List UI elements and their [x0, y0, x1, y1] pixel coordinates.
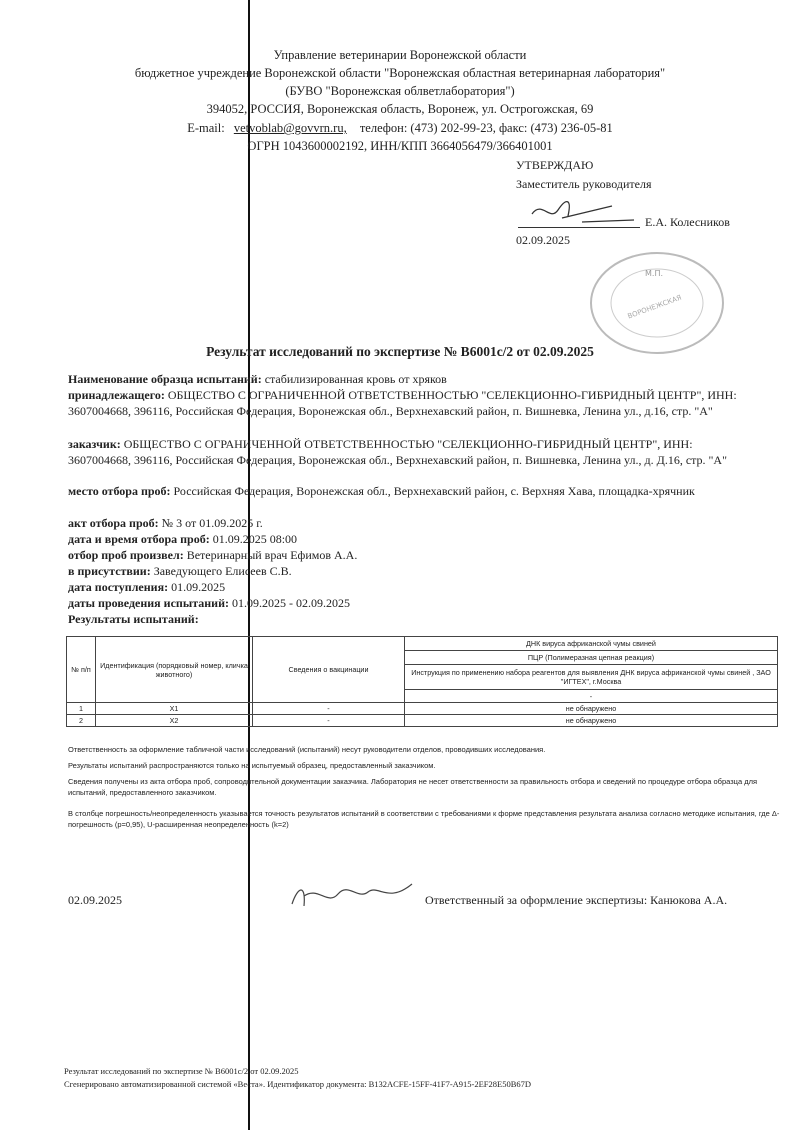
place-label: место отбора проб:: [68, 484, 171, 498]
header-line6: ОГРН 1043600002192, ИНН/КПП 3664056479/366401001: [247, 139, 553, 153]
note-scope: Результаты испытаний распространяются только на испытуемый образец, предоставленный заказчиком.: [68, 761, 436, 770]
header-line2: бюджетное учреждение Воронежской области "Воронежская областная ветеринарная лаборатория": [134, 66, 666, 80]
approval-role: Заместитель руководителя: [516, 177, 652, 191]
table-row: [67, 703, 778, 715]
responsible-signature: [288, 876, 418, 916]
note-source: Сведения получены из акта отбора проб, сопроводительной документации заказчика. Лаборатория не несет ответственности за правильность отбора и сведений по процедуре отбора образца для испытаний, предоставленного заказчиком.: [68, 777, 758, 797]
approval-name: Е.А. Колесников: [645, 215, 730, 229]
field-received: [68, 580, 225, 595]
testdates-value: 01.09.2025 - 02.09.2025: [231, 596, 350, 610]
col-vacc-header: Сведения о вакцинации: [253, 637, 405, 703]
svg-text:ВОРОНЕЖСКАЯ: ВОРОНЕЖСКАЯ: [626, 293, 683, 321]
field-owner: [68, 388, 758, 419]
document-title: Результат исследований по экспертизе № В6001с/2 от 02.09.2025: [206, 344, 594, 359]
row-id: X2: [96, 715, 253, 727]
row-id: X1: [96, 703, 253, 715]
responsible-person: Ответственный за оформление экспертизы: Канюкова А.А.: [425, 893, 728, 907]
sampler-label: отбор проб произвел:: [68, 548, 184, 562]
sample-value: стабилизированная кровь от хряков: [264, 372, 447, 386]
field-sampler: [68, 548, 357, 563]
official-stamp: [585, 248, 730, 358]
note-responsibility: Ответственность за оформление табличной части исследований (испытаний) несут руководители отделов, проводивших исследования.: [68, 745, 546, 754]
presence-label: в присутствии:: [68, 564, 151, 578]
row-num: 1: [67, 703, 96, 715]
field-results: [68, 612, 199, 627]
header-contacts: [0, 121, 800, 136]
approval-title: УТВЕРЖДАЮ: [516, 158, 594, 172]
signature-underline: [518, 227, 640, 228]
approval-signature: [522, 192, 642, 232]
owner-label: принадлежащего:: [68, 388, 165, 402]
datetime-value: 01.09.2025 08:00: [212, 532, 298, 546]
sample-label: Наименование образца испытаний:: [68, 372, 262, 386]
col-result-h4: -: [405, 690, 778, 703]
received-value: 01.09.2025: [171, 580, 226, 594]
col-num-header: № п/п: [67, 637, 96, 703]
owner-value: ОБЩЕСТВО С ОГРАНИЧЕННОЙ ОТВЕТСТВЕННОСТЬЮ "СЕЛЕКЦИОННО-ГИБРИДНЫЙ ЦЕНТР", ИНН: 3607004668, 396116, Российская Федерация, Воронежская обл., Верхнехавский район, п. Вишневка, Ленина ул., д.16, стр. "А": [68, 388, 737, 418]
row-num: 2: [67, 715, 96, 727]
header-line4: 394052, РОССИЯ, Воронежская область, Воронеж, ул. Острогожская, 69: [206, 102, 594, 116]
received-label: дата поступления:: [68, 580, 169, 594]
field-sample: [68, 372, 758, 388]
header-line1: Управление ветеринарии Воронежской области: [273, 48, 527, 62]
approval-date: 02.09.2025: [516, 233, 570, 247]
footer-line2: Сгенерировано автоматизированной системой «Веста». Идентификатор документа: B132ACFE-15FF-41F7-A915-2EF28E50B67D: [64, 1079, 532, 1089]
header-line3: (БУВО "Воронежская облветлаборатория"): [285, 84, 515, 98]
results-label: Результаты испытаний:: [68, 612, 199, 626]
row-result: не обнаружено: [405, 703, 778, 715]
datetime-label: дата и время отбора проб:: [68, 532, 210, 546]
field-presence: [68, 564, 292, 579]
row-vacc: -: [253, 703, 405, 715]
email-label: E-mail:: [187, 121, 225, 135]
customer-label: заказчик:: [68, 437, 121, 451]
email-link[interactable]: vetvoblab@govvrn.ru,: [233, 121, 347, 135]
row-result: не обнаружено: [405, 715, 778, 727]
act-label: акт отбора проб:: [68, 516, 159, 530]
field-act: [68, 516, 263, 531]
field-place: [68, 484, 758, 500]
note-uncertainty: В столбце погрешность/неопределенность указывается точность результатов испытаний в соответствии с требованиями к форме представления результата анализа согласно методике испытания, где Δ-погрешность (р=0,95), U-расширенная неопределенность (k=2): [68, 809, 780, 829]
col-id-header: Идентификация (порядковый номер, кличка животного): [96, 637, 253, 703]
testdates-label: даты проведения испытаний:: [68, 596, 229, 610]
col-result-h2: ПЦР (Полимеразная цепная реакция): [405, 651, 778, 665]
footer-line1: Результат исследований по экспертизе № В6001с/2 от 02.09.2025: [64, 1066, 299, 1076]
svg-text:М.П.: М.П.: [645, 269, 664, 278]
col-result-h3: Инструкция по применению набора реагентов для выявления ДНК вируса африканской чумы свиней , ЗАО "ИГТЕХ", г.Москва: [405, 665, 778, 690]
row-vacc: -: [253, 715, 405, 727]
customer-value: ОБЩЕСТВО С ОГРАНИЧЕННОЙ ОТВЕТСТВЕННОСТЬЮ "СЕЛЕКЦИОННО-ГИБРИДНЫЙ ЦЕНТР", ИНН: 3607004668, 396116, Российская Федерация, Воронежская обл., Верхнехавский район, п. Вишневка, Ленина ул., д. Д.16, стр. "А": [68, 437, 727, 467]
sampler-value: Ветеринарный врач Ефимов А.А.: [186, 548, 358, 562]
table-row: [67, 715, 778, 727]
phone-text: телефон: (473) 202-99-23, факс: (473) 236-05-81: [359, 121, 613, 135]
field-customer: [68, 437, 758, 468]
results-table: [66, 636, 778, 727]
signature-date: 02.09.2025: [68, 893, 122, 907]
field-datetime: [68, 532, 297, 547]
act-value: № 3 от 01.09.2025 г.: [161, 516, 263, 530]
presence-value: Заведующего Елисеев С.В.: [153, 564, 292, 578]
field-testdates: [68, 596, 350, 611]
place-value: Российская Федерация, Воронежская обл., Верхнехавский район, с. Верхняя Хава, площадка-хрячник: [173, 484, 695, 498]
col-result-h1: ДНК вируса африканской чумы свиней: [405, 637, 778, 651]
